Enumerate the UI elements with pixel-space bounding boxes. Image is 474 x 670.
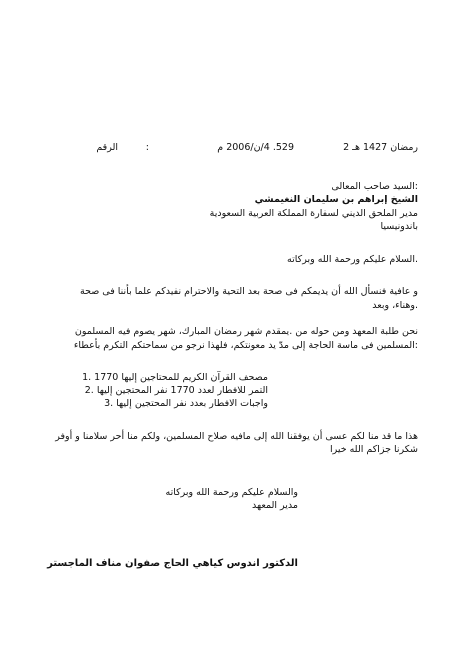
list-item: واجبات الافطار بعدد نفر المحتجين إليها .3 [104,398,268,409]
reference-label: الرقم [96,142,118,153]
paragraph-2-line-2: :المسلمين فى ماسة الحاجة إلى مدّ يد معونتكم، فلهذا نرجو من سماحتكم التكرم بأعطاء [73,340,418,351]
addressee-title: مدير الملحق الديني لسفارة المملكة العربية السعودية [209,208,418,219]
paragraph-3-line-1: هذا ما قد منا لكم عسى أن يوفقنا الله إلى مافيه صلاح المسلمين، ولكم منا أحر سلامنا و أوفر [55,431,418,442]
letter-date: رمضان 1427 هـ 2 [343,142,418,153]
addressee-name: الشيخ إبراهم بن سليمان النغيمشي [254,194,418,205]
list-item: مصحف القرآن الكريم للمحتاجين إليها 1770 .1 [82,372,268,383]
paragraph-1-line-2: .وهناء، وبعد [372,300,418,311]
paragraph-1-line-1: و عافية فنسأل الله أن يديمكم فى صحة بعد التحية والاحترام نفيدكم علما بأننا فى صحة [79,286,418,297]
opening-greeting: .السلام عليكم ورحمة الله وبركاته [287,254,418,265]
paragraph-3-line-2: شكرنا جزاكم الله خيرا [329,444,418,455]
reference-number: 529. 4/ن/2006 م [217,142,294,153]
closing-greeting: والسلام عليكم ورحمة الله وبركاته [165,487,298,498]
reference-colon: : [145,142,149,153]
paragraph-2-line-1: نحن طلبة المعهد ومن حوله من .يمقدم شهر رمضان المبارك، شهر يصوم فيه المسلمون [74,326,418,337]
addressee-salutation: :السيد صاحب المعالى [331,181,418,192]
addressee-location: باندونيسيا [380,221,418,232]
signature-name: الدكتور اندوس كياهي الحاج صفوان مناف الماجستر [47,558,298,569]
closing-role: مدير المعهد [252,500,298,511]
list-item: التمر للافطار لعدد 1770 نفر المحتجين إليها .2 [84,385,268,396]
